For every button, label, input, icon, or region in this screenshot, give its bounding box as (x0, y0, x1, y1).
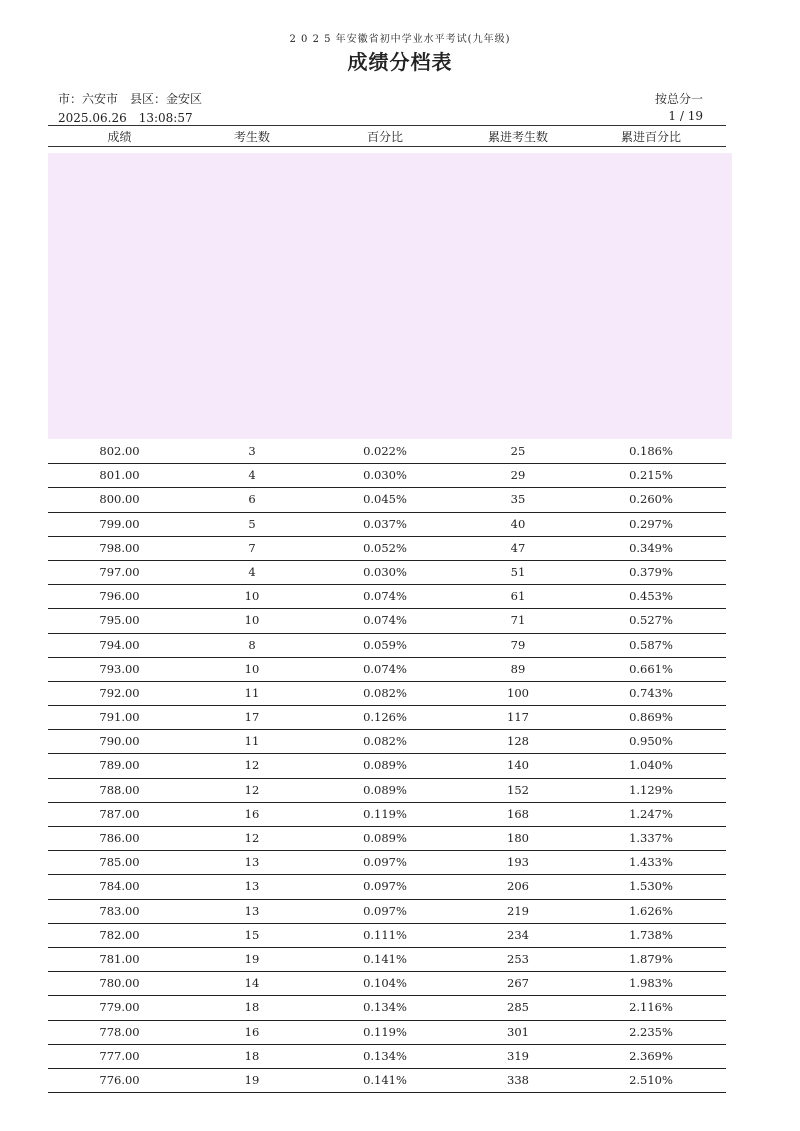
cell-percent: 0.030% (363, 564, 407, 579)
table-row (48, 634, 726, 658)
cell-score: 776.00 (99, 1072, 140, 1087)
column-header-score: 成绩 (107, 130, 132, 144)
cell-count: 19 (244, 1072, 260, 1087)
cell-count: 12 (244, 758, 260, 773)
table-row (48, 488, 726, 512)
cell-percent: 0.089% (363, 758, 407, 773)
cell-percent: 0.119% (363, 806, 407, 821)
table-row (48, 924, 726, 948)
cell-count: 10 (244, 661, 260, 676)
cell-percent: 0.097% (363, 855, 407, 870)
cell-score: 779.00 (99, 1000, 140, 1015)
cell-percent: 0.037% (363, 516, 407, 531)
cell-percent: 0.104% (363, 976, 407, 991)
cell-count: 6 (248, 492, 256, 507)
cell-cumulative-count: 206 (507, 879, 529, 894)
cell-cumulative-percent: 1.247% (629, 806, 673, 821)
cell-cumulative-percent: 0.349% (629, 540, 673, 555)
cell-cumulative-percent: 2.510% (629, 1072, 673, 1087)
cell-count: 12 (244, 831, 260, 845)
cell-cumulative-percent: 1.983% (629, 976, 673, 991)
cell-count: 18 (244, 1048, 260, 1063)
cell-score: 799.00 (99, 516, 140, 531)
cell-cumulative-count: 71 (510, 613, 526, 628)
table-row (48, 1069, 726, 1093)
table-row (48, 827, 726, 851)
cell-score: 802.00 (99, 444, 140, 458)
cell-percent: 0.111% (363, 927, 407, 942)
cell-count: 7 (248, 540, 256, 555)
cell-cumulative-percent: 2.235% (629, 1024, 673, 1039)
cell-cumulative-percent: 1.530% (629, 879, 673, 894)
cell-cumulative-percent: 0.453% (629, 589, 673, 604)
cell-cumulative-percent: 0.260% (629, 492, 673, 507)
cell-cumulative-count: 35 (510, 492, 526, 507)
cell-percent: 0.097% (363, 879, 407, 894)
cell-score: 800.00 (99, 492, 140, 507)
cell-cumulative-percent: 0.186% (629, 444, 673, 458)
cell-cumulative-count: 89 (510, 661, 526, 676)
table-row (48, 1045, 726, 1069)
cell-percent: 0.022% (363, 444, 407, 458)
cell-percent: 0.045% (363, 492, 407, 507)
cell-cumulative-percent: 0.869% (629, 710, 673, 725)
cell-percent: 0.059% (363, 637, 407, 652)
table-body (48, 440, 726, 1093)
cell-cumulative-count: 219 (507, 903, 529, 918)
table-row (48, 875, 726, 899)
cell-cumulative-count: 61 (510, 589, 526, 604)
table-row (48, 609, 726, 633)
cell-score: 792.00 (99, 685, 140, 700)
table-row (48, 1021, 726, 1045)
cell-cumulative-percent: 1.337% (629, 831, 673, 845)
cell-percent: 0.089% (363, 782, 407, 797)
redacted-block (48, 153, 732, 439)
cell-cumulative-count: 79 (510, 637, 526, 652)
table-row (48, 658, 726, 682)
column-header-percent: 百分比 (366, 130, 403, 144)
cell-count: 14 (244, 976, 260, 991)
cell-count: 8 (248, 637, 256, 652)
table-row (48, 803, 726, 827)
cell-count: 13 (244, 879, 260, 894)
table-row (48, 779, 726, 803)
cell-score: 796.00 (99, 589, 140, 604)
cell-score: 798.00 (99, 540, 140, 555)
cell-cumulative-count: 234 (507, 927, 529, 942)
cell-cumulative-count: 128 (507, 734, 529, 749)
cell-cumulative-percent: 0.379% (629, 564, 673, 579)
cell-cumulative-count: 267 (507, 976, 529, 991)
table-row (48, 537, 726, 561)
cell-cumulative-count: 47 (510, 540, 526, 555)
table-row (48, 706, 726, 730)
cell-count: 5 (248, 516, 256, 531)
header-bottom-rule (48, 146, 726, 147)
cell-percent: 0.089% (363, 831, 407, 845)
table-row (48, 972, 726, 996)
column-header-cumulative-count: 累进考生数 (487, 130, 548, 144)
cell-count: 10 (244, 589, 260, 604)
cell-cumulative-count: 180 (507, 831, 529, 845)
cell-cumulative-count: 253 (507, 951, 529, 966)
table-row (48, 948, 726, 972)
cell-count: 4 (248, 564, 256, 579)
cell-cumulative-count: 140 (507, 758, 529, 773)
cell-cumulative-count: 152 (507, 782, 529, 797)
cell-cumulative-count: 117 (507, 710, 529, 725)
column-header-cumulative-percent: 累进百分比 (620, 130, 681, 144)
cell-score: 784.00 (99, 879, 140, 894)
cell-cumulative-percent: 0.950% (629, 734, 673, 749)
cell-cumulative-percent: 2.116% (629, 1000, 673, 1015)
cell-cumulative-percent: 0.743% (629, 685, 673, 700)
table-row (48, 730, 726, 754)
location-info: 市：六安市 县区：金安区 (58, 92, 203, 106)
table-row (48, 440, 726, 464)
table-row (48, 513, 726, 537)
cell-cumulative-percent: 1.879% (629, 951, 673, 966)
cell-cumulative-percent: 1.040% (629, 758, 673, 773)
cell-cumulative-count: 51 (510, 564, 526, 579)
page-title: 成绩分档表 (347, 50, 453, 74)
cell-score: 786.00 (99, 831, 140, 845)
cell-score: 790.00 (99, 734, 140, 749)
table-row (48, 464, 726, 488)
cell-score: 782.00 (99, 927, 140, 942)
cell-cumulative-percent: 0.297% (629, 516, 673, 531)
cell-percent: 0.074% (363, 661, 407, 676)
cell-count: 19 (244, 951, 260, 966)
cell-cumulative-count: 100 (507, 685, 529, 700)
cell-count: 17 (244, 710, 260, 725)
cell-count: 15 (244, 927, 260, 942)
cell-count: 18 (244, 1000, 260, 1015)
cell-cumulative-percent: 0.587% (629, 637, 673, 652)
cell-cumulative-percent: 0.215% (629, 468, 673, 483)
cell-count: 12 (244, 782, 260, 797)
cell-cumulative-count: 285 (507, 1000, 529, 1015)
cell-count: 4 (248, 468, 256, 483)
cell-percent: 0.074% (363, 589, 407, 604)
cell-cumulative-percent: 0.527% (629, 613, 673, 628)
cell-score: 793.00 (99, 661, 140, 676)
cell-cumulative-percent: 1.738% (629, 927, 673, 942)
cell-count: 11 (244, 734, 260, 749)
cell-cumulative-percent: 1.129% (629, 782, 673, 797)
cell-percent: 0.052% (363, 540, 407, 555)
cell-percent: 0.119% (363, 1024, 407, 1039)
cell-score: 788.00 (99, 782, 140, 797)
report-datetime: 2025.06.26 13:08:57 (58, 111, 193, 125)
table-row (48, 754, 726, 778)
cell-score: 781.00 (99, 951, 140, 966)
cell-count: 11 (244, 685, 260, 700)
cell-score: 797.00 (99, 564, 140, 579)
table-row (48, 996, 726, 1020)
cell-percent: 0.126% (363, 710, 407, 725)
cell-percent: 0.030% (363, 468, 407, 483)
cell-score: 795.00 (99, 613, 140, 628)
cell-percent: 0.141% (363, 951, 407, 966)
cell-score: 794.00 (99, 637, 140, 652)
cell-count: 3 (248, 444, 256, 458)
cell-cumulative-count: 319 (507, 1048, 529, 1063)
cell-count: 13 (244, 903, 260, 918)
table-header (48, 128, 726, 146)
cell-score: 783.00 (99, 903, 140, 918)
cell-cumulative-count: 193 (507, 855, 529, 870)
cell-cumulative-count: 40 (510, 516, 526, 531)
cell-cumulative-percent: 0.661% (629, 661, 673, 676)
cell-score: 791.00 (99, 710, 140, 725)
cell-cumulative-count: 168 (507, 806, 529, 821)
table-row (48, 682, 726, 706)
page-number: 1 / 19 (668, 109, 703, 123)
table-row (48, 851, 726, 875)
cell-score: 780.00 (99, 976, 140, 991)
cell-percent: 0.097% (363, 903, 407, 918)
header-top-rule (48, 125, 726, 126)
cell-score: 785.00 (99, 855, 140, 870)
cell-score: 789.00 (99, 758, 140, 773)
cell-cumulative-count: 25 (510, 444, 526, 458)
cell-cumulative-count: 29 (510, 468, 526, 483)
cell-count: 16 (244, 806, 260, 821)
cell-percent: 0.134% (363, 1000, 407, 1015)
cell-cumulative-count: 301 (507, 1024, 529, 1039)
cell-percent: 0.082% (363, 734, 407, 749)
cell-cumulative-percent: 1.433% (629, 855, 673, 870)
cell-percent: 0.082% (363, 685, 407, 700)
cell-score: 778.00 (99, 1024, 140, 1039)
exam-subtitle: 2 0 2 5 年安徽省初中学业水平考试(九年级) (289, 34, 511, 45)
cell-score: 777.00 (99, 1048, 140, 1063)
sort-label: 按总分一 (654, 92, 703, 106)
cell-count: 10 (244, 613, 260, 628)
cell-cumulative-count: 338 (507, 1072, 529, 1087)
table-row (48, 900, 726, 924)
cell-cumulative-percent: 2.369% (629, 1048, 673, 1063)
cell-percent: 0.134% (363, 1048, 407, 1063)
column-header-count: 考生数 (233, 130, 270, 144)
cell-percent: 0.074% (363, 613, 407, 628)
cell-score: 801.00 (99, 468, 140, 483)
cell-score: 787.00 (99, 806, 140, 821)
table-row (48, 585, 726, 609)
cell-percent: 0.141% (363, 1072, 407, 1087)
cell-cumulative-percent: 1.626% (629, 903, 673, 918)
table-row (48, 561, 726, 585)
cell-count: 13 (244, 855, 260, 870)
cell-count: 16 (244, 1024, 260, 1039)
